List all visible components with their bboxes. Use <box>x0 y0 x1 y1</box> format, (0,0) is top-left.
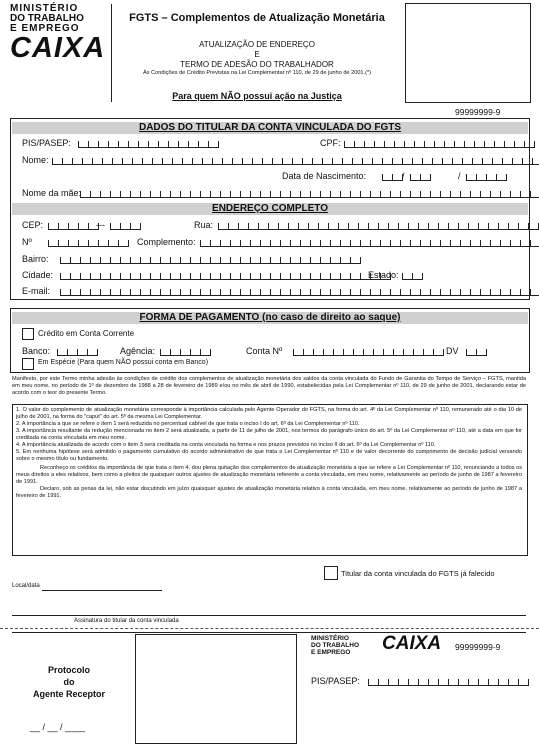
ministry-line2: DO TRABALHO <box>10 13 84 24</box>
state-field[interactable] <box>402 269 423 280</box>
street-label: Rua: <box>194 220 214 230</box>
credit-account-label: Crédito em Conta Corrente <box>38 329 135 338</box>
date-slash-1: / <box>402 171 405 181</box>
payment-section-title <box>12 312 528 324</box>
stub-pis-label: PIS/PASEP: <box>311 676 360 686</box>
mother-label: Nome da mãe: <box>22 188 82 198</box>
birth-month-field[interactable] <box>410 170 431 181</box>
term-acknowledgement: Reconheço os créditos da importância de que trata o item 4, dou plena quitação dos complementos de atualização monetária a que se refere a Lei Complementar nº 110, renunciando a todos os meus direitos a eles relativos, bem como a pleitos de quaisquer outros ajustes de atualização monetária referente a conta vinculada, em meu nome, relativamente ao período de junho de 1987 a fevereiro de 1991. <box>16 465 522 485</box>
ministry-line1: MINISTÉRIO <box>10 3 79 14</box>
payment-title-note: (no caso de direito ao saque) <box>262 312 401 323</box>
birth-day-field[interactable] <box>382 170 403 181</box>
name-label: Nome: <box>22 155 49 165</box>
pis-field[interactable] <box>78 137 219 148</box>
dv-label: DV <box>446 346 459 356</box>
receipt-date: __ / __ / ____ <box>30 722 86 732</box>
protocol-label <box>24 664 114 700</box>
stub-ministry-line2: DO TRABALHO <box>311 642 360 649</box>
agency-label: Agência: <box>120 346 156 356</box>
subtitle-address: ATUALIZAÇÃO DE ENDEREÇO <box>199 40 315 49</box>
subtitle-term: TERMO DE ADESÃO DO TRABALHADOR <box>180 60 334 69</box>
subtitle-law: Às Condições de Crédito Previstas na Lei Complementar nº 110, de 29 de junho de 2001.(*) <box>143 70 371 76</box>
stub-form-number: 99999999-9 <box>455 642 501 652</box>
address-section-title: ENDEREÇO COMPLETO <box>12 203 528 215</box>
cpf-field[interactable] <box>344 137 535 148</box>
birth-year-field[interactable] <box>466 170 507 181</box>
deceased-label: Titular da conta vinculada do FGTS já falecido <box>341 569 495 578</box>
payment-title-text: FORMA DE PAGAMENTO <box>139 312 260 323</box>
name-field[interactable] <box>52 154 539 165</box>
date-slash-2: / <box>458 171 461 181</box>
city-field[interactable] <box>60 269 391 280</box>
deceased-checkbox[interactable] <box>324 566 338 580</box>
holder-section-title: DADOS DO TITULAR DA CONTA VINCULADA DO FGTS <box>12 122 528 134</box>
birth-label: Data de Nascimento: <box>282 171 367 181</box>
stub-ministry-line3: E EMPREGO <box>311 649 351 656</box>
ministry-logo <box>10 4 110 62</box>
cep-field-part2[interactable] <box>110 219 141 230</box>
cep-field-part1[interactable] <box>48 219 99 230</box>
place-date-line <box>42 590 162 591</box>
subtitle-and: E <box>254 50 260 59</box>
term-item-3: 3. A importância resultante da redução mencionada no item 2 será atualizada, a partir de 11 de julho de 2001, nos termos do parágrafo único do art. 5º da Lei Complementar nº 110, até a data em que for creditada na conta vinculada em meu nome. <box>16 428 522 441</box>
protocol-line3: Agente Receptor <box>32 689 105 699</box>
cep-label: CEP: <box>22 220 44 230</box>
stub-top-line <box>12 632 526 633</box>
agency-field[interactable] <box>160 345 211 356</box>
caixa-logo: CAIXA <box>10 32 106 64</box>
account-label: Conta Nº <box>246 346 283 356</box>
cut-line <box>0 628 539 629</box>
bank-field[interactable] <box>57 345 98 356</box>
pis-label: PIS/PASEP: <box>22 138 71 148</box>
credit-account-checkbox[interactable] <box>22 328 34 340</box>
number-field[interactable] <box>48 236 129 247</box>
account-field[interactable] <box>293 345 444 356</box>
complement-label: Complemento: <box>137 237 196 247</box>
for-whom-note: Para quem NÃO possui ação na Justiça <box>172 91 342 101</box>
bank-label: Banco: <box>22 346 51 356</box>
state-label: Estado: <box>368 270 399 280</box>
signature-caption: Assinatura do titular da conta vinculada <box>74 618 179 624</box>
term-declaration: Declaro, sob as penas da lei, não estar discutindo em juízo quaisquer ajustes de atualização monetária relativo à conta vinculada, em meu nome, relativamente ao período de junho de 1987 a fevereiro de 1991. <box>16 486 522 499</box>
city-label: Cidade: <box>22 270 54 280</box>
signature-line <box>12 615 526 616</box>
dv-field[interactable] <box>466 345 487 356</box>
stub-pis-field[interactable] <box>368 675 529 686</box>
protocol-stamp-box <box>405 3 531 103</box>
mother-name-field[interactable] <box>80 187 539 198</box>
term-item-5: 5. Em nenhuma hipótese será admitido o pagamento cumulativo do acordo administrativo de que trata a Lei Complementar nº 110 e de valor decorrente do cumprimento de decisão judicial versando sobre o mesmo título ou fundamento. <box>16 449 522 462</box>
place-date-label: Local/data <box>12 583 40 589</box>
district-label: Bairro: <box>22 254 49 264</box>
term-item-1: 1. O valor do complemento de atualização monetária corresponde à importância calculada pelo Agente Operador do FGTS, na forma do art. 4º da Lei Complementar nº 110, remunerado até o dia 10 de julho de 2001, na forma do "caput" do art. 5º da mesma Lei Complementar. <box>16 407 522 420</box>
email-field[interactable] <box>60 285 539 296</box>
terms-list <box>16 407 522 500</box>
ministry-line3: E EMPREGO <box>10 23 80 34</box>
cash-checkbox[interactable] <box>22 358 34 370</box>
number-label: Nº <box>22 237 32 247</box>
declaration-text: Manifesto, por este Termo minha adesão às condições de crédito dos complementos de atualização monetária dos saldos da conta vinculada do Fundo de Garantia do Tempo de Serviço – FGTS, mantida em meu nome, no período de 1º de dezembro de 1988 a 28 de fevereiro de 1989 e/ou no mês de abril de 1990, estabelecidas pela Lei Complementar nº 110, de 29 de junho de 2001, declarando estar de acordo com o teor do presente Termo. <box>12 376 526 396</box>
street-field[interactable] <box>218 219 539 230</box>
protocol-line2: do <box>63 677 75 687</box>
cash-label: Em Espécie (Para quem NÃO possui conta em Banco) <box>38 359 209 366</box>
stub-ministry-line1: MINISTÉRIO <box>311 635 349 642</box>
cpf-label: CPF: <box>320 138 341 148</box>
stub-caixa-logo: CAIXA <box>382 633 442 654</box>
term-item-4: 4. A importância atualizada de acordo com o item 3 será creditada na conta vinculada na forma e nos prazos previstos no inciso II do art. 6º da Lei Complementar nº 110. <box>16 442 436 448</box>
form-number: 99999999-9 <box>455 107 501 117</box>
district-field[interactable] <box>60 253 361 264</box>
protocol-line1: Protocolo <box>48 665 90 675</box>
cep-dash: --- <box>96 220 105 230</box>
receipt-stamp-box <box>135 634 297 744</box>
term-item-2: 2. A importância a que se refere o item 1 será reduzida no percentual cabível de que trata o inciso I do art. 6º da Lei Complementar nº 110. <box>16 421 360 427</box>
form-title: FGTS – Complementos de Atualização Monetária <box>129 12 385 24</box>
stub-ministry-logo <box>311 635 381 656</box>
email-label: E-mail: <box>22 286 51 296</box>
complement-field[interactable] <box>200 236 539 247</box>
